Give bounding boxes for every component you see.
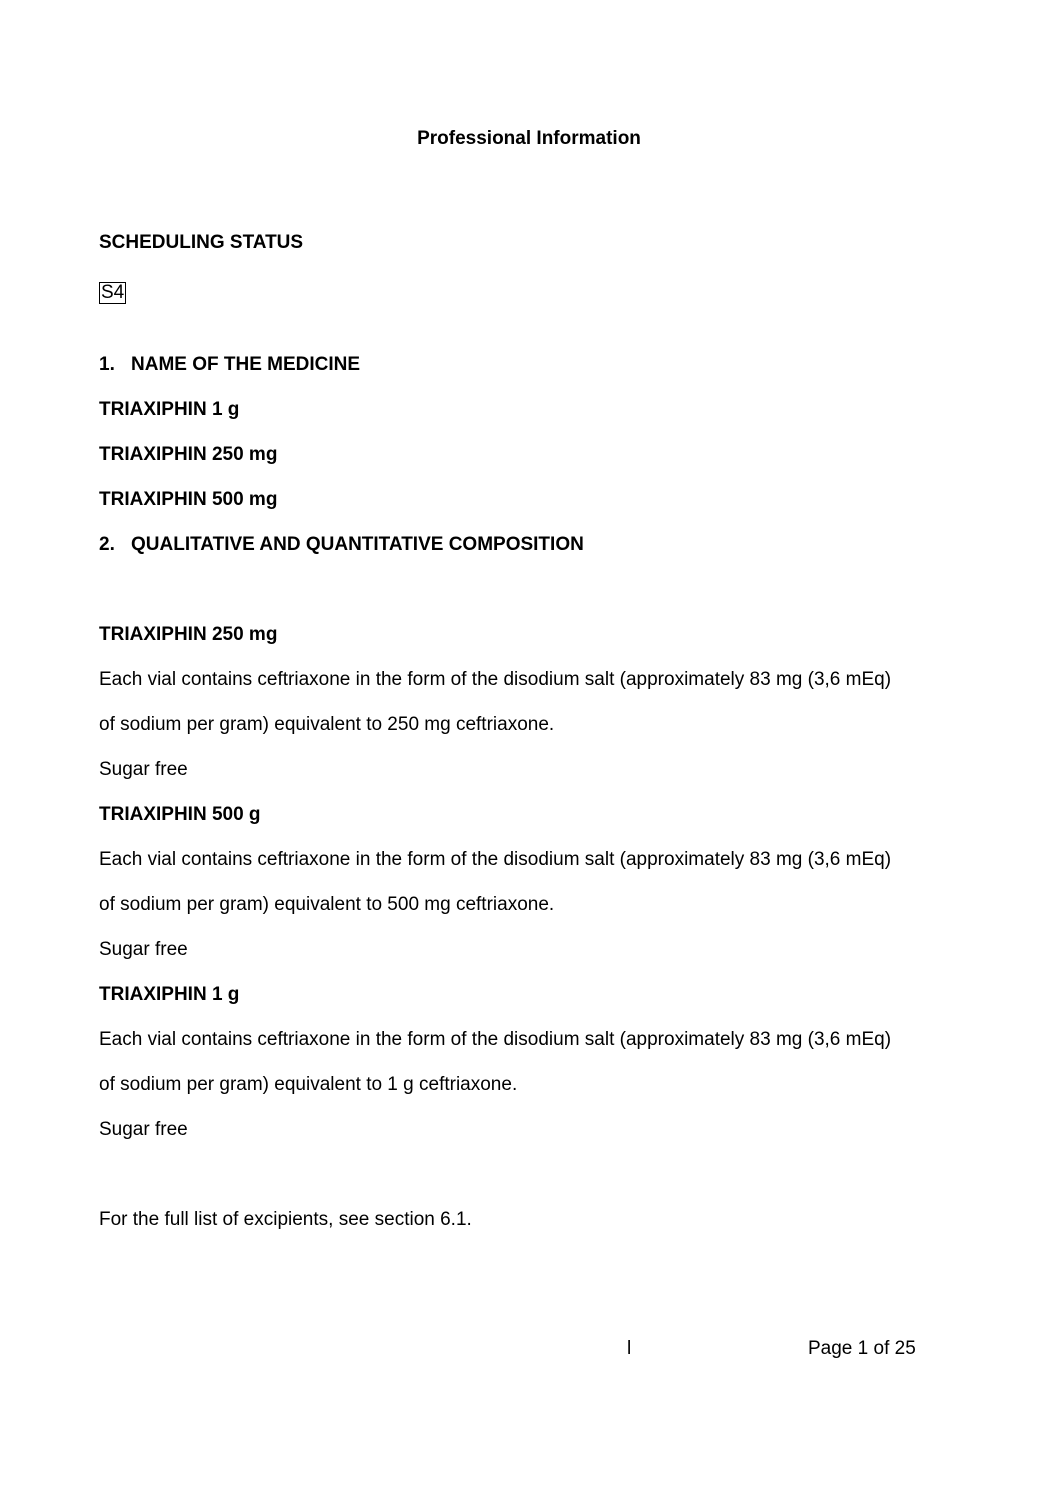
composition-block-name: TRIAXIPHIN 1 g: [99, 984, 240, 1005]
composition-block-name: TRIAXIPHIN 250 mg: [99, 624, 278, 645]
section-2-title: QUALITATIVE AND QUANTITATIVE COMPOSITION: [131, 534, 584, 555]
composition-note: Sugar free: [99, 939, 188, 960]
composition-text-line: Each vial contains ceftriaxone in the form of the disodium salt (approximately 83 mg (3,6 mEq): [99, 849, 892, 870]
section-1-heading: [99, 354, 360, 376]
composition-text-line: of sodium per gram) equivalent to 500 mg ceftriaxone.: [99, 894, 555, 915]
section-1-number: 1.: [99, 354, 115, 375]
composition-block-name: TRIAXIPHIN 500 g: [99, 804, 261, 825]
composition-text-line: of sodium per gram) equivalent to 250 mg ceftriaxone.: [99, 714, 555, 735]
composition-text-line: Each vial contains ceftriaxone in the form of the disodium salt (approximately 83 mg (3,6 mEq): [99, 1029, 892, 1050]
scheduling-status-heading: SCHEDULING STATUS: [99, 232, 304, 253]
composition-note: Sugar free: [99, 759, 188, 780]
document-title: Professional Information: [417, 128, 641, 149]
medicine-name-item: TRIAXIPHIN 500 mg: [99, 489, 278, 510]
medicine-name-item: TRIAXIPHIN 1 g: [99, 399, 240, 420]
excipients-note: For the full list of excipients, see section 6.1.: [99, 1209, 472, 1230]
footer-mark: l: [627, 1338, 632, 1359]
page-number: Page 1 of 25: [808, 1338, 916, 1359]
section-1-title: NAME OF THE MEDICINE: [131, 354, 361, 375]
composition-note: Sugar free: [99, 1119, 188, 1140]
medicine-name-item: TRIAXIPHIN 250 mg: [99, 444, 278, 465]
composition-text-line: of sodium per gram) equivalent to 1 g ceftriaxone.: [99, 1074, 518, 1095]
section-2-heading: [99, 534, 584, 556]
schedule-code-box: S4: [101, 282, 125, 303]
composition-text-line: Each vial contains ceftriaxone in the form of the disodium salt (approximately 83 mg (3,6 mEq): [99, 669, 892, 690]
section-2-number: 2.: [99, 534, 115, 555]
